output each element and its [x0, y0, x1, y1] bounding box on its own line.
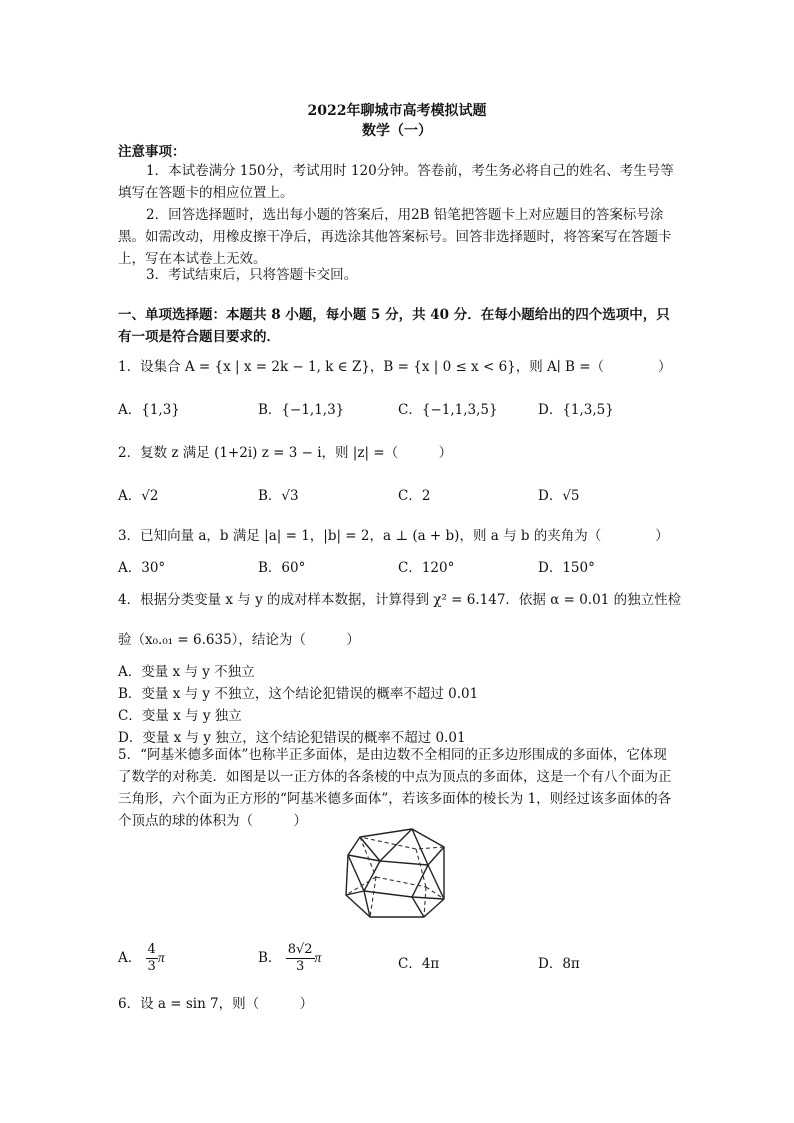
- question-5-stem: 5．“阿基米德多面体”也称半正多面体，是由边数不全相同的正多边形围成的多面体，它体现了数学的对称美．如图是以一正方体的各条棱的中点为顶点的多面体，这是一个有八个面为正三角形，六个面为正方形的“阿基米德多面体”，若该多面体的棱长为 1，则经过该多面体的各个顶点的球的体积为（ ）: [118, 747, 672, 829]
- fraction-a-numerator: 4: [147, 942, 156, 957]
- fraction-b: [286, 942, 315, 975]
- fraction-a-denominator: 3: [147, 959, 156, 974]
- notice-item-3: 3．考试结束后，只将答题卡交回。: [146, 267, 358, 283]
- cuboctahedron-figure: [340, 825, 452, 921]
- question-1-stem: 1．设集合 A = {x | x = 2k − 1, k ∈ Z}，B = {x | 0 ≤ x < 6}，则 A∣ B =（ ）: [118, 359, 672, 375]
- question-4-stem-line-1: 4．根据分类变量 x 与 y 的成对样本数据，计算得到 χ² = 6.147．依据 α = 0.01 的独立性检: [118, 592, 682, 608]
- question-3-option-b: B．60°: [258, 560, 306, 576]
- option-b-label: B．: [258, 950, 282, 966]
- notice-heading: 注意事项：: [118, 144, 186, 160]
- question-4-option-d: D．变量 x 与 y 独立，这个结论犯错误的概率不超过 0.01: [118, 730, 466, 746]
- question-2-option-c: C．2: [398, 488, 431, 504]
- question-4-stem-line-2: 验（x₀.₀₁ = 6.635），结论为（ ）: [118, 632, 360, 648]
- question-1-option-b: B．{−1,1,3}: [258, 402, 345, 418]
- question-3-option-a: A．30°: [118, 560, 166, 576]
- question-4-option-a: A．变量 x 与 y 不独立: [118, 664, 255, 680]
- exam-title: 2022年聊城市高考模拟试题: [307, 103, 487, 119]
- exam-subtitle: 数学（一）: [362, 123, 432, 139]
- option-a-pi: π: [157, 950, 165, 965]
- question-2-option-b: B．√3: [258, 488, 299, 504]
- question-1-option-c: C．{−1,1,3,5}: [398, 402, 498, 418]
- option-a-label: A．: [118, 950, 142, 966]
- question-4-option-b: B．变量 x 与 y 不独立，这个结论犯错误的概率不超过 0.01: [118, 686, 479, 702]
- notice-item-1: 1．本试卷满分 150分，考试用时 120分钟。答卷前，考生务必将自己的姓名、考生号等填写在答题卡的相应位置上。: [118, 163, 674, 201]
- option-b-pi: π: [314, 950, 322, 965]
- question-6-stem: 6．设 a = sin 7，则（ ）: [118, 996, 314, 1012]
- question-5-option-c: C．4π: [398, 956, 440, 972]
- fraction-b-numerator: 8√2: [287, 942, 313, 957]
- question-2-stem: 2．复数 z 满足 (1+2i) z = 3 − i，则 |z| =（ ）: [118, 445, 453, 461]
- fraction-a: [146, 942, 158, 975]
- question-5-option-a: [118, 942, 165, 975]
- fraction-b-denominator: 3: [295, 959, 305, 974]
- question-4-option-c: C．变量 x 与 y 独立: [118, 708, 242, 724]
- notice-item-2: 2．回答选择题时，选出每小题的答案后，用2B 铅笔把答题卡上对应题目的答案标号涂黑。如需改动，用橡皮擦干净后，再选涂其他答案标号。回答非选择题时，将答案写在答题卡上，写在本试卷上无效。: [118, 207, 672, 267]
- question-2-option-d: D．√5: [538, 488, 580, 504]
- question-3-stem: 3．已知向量 a，b 满足 |a| = 1，|b| = 2，a ⊥ (a + b)，则 a 与 b 的夹角为（ ）: [118, 528, 669, 544]
- section-heading: 一、单项选择题：本题共 8 小题，每小题 5 分，共 40 分．在每小题给出的四个选项中，只有一项是符合题目要求的．: [118, 307, 670, 345]
- question-5-option-d: D．8π: [538, 956, 580, 972]
- question-5-option-b: [258, 942, 321, 975]
- question-1-option-d: D．{1,3,5}: [538, 402, 614, 418]
- question-3-option-d: D．150°: [538, 560, 595, 576]
- question-1-option-a: A．{1,3}: [118, 402, 180, 418]
- question-2-option-a: A．√2: [118, 488, 159, 504]
- question-3-option-c: C．120°: [398, 560, 455, 576]
